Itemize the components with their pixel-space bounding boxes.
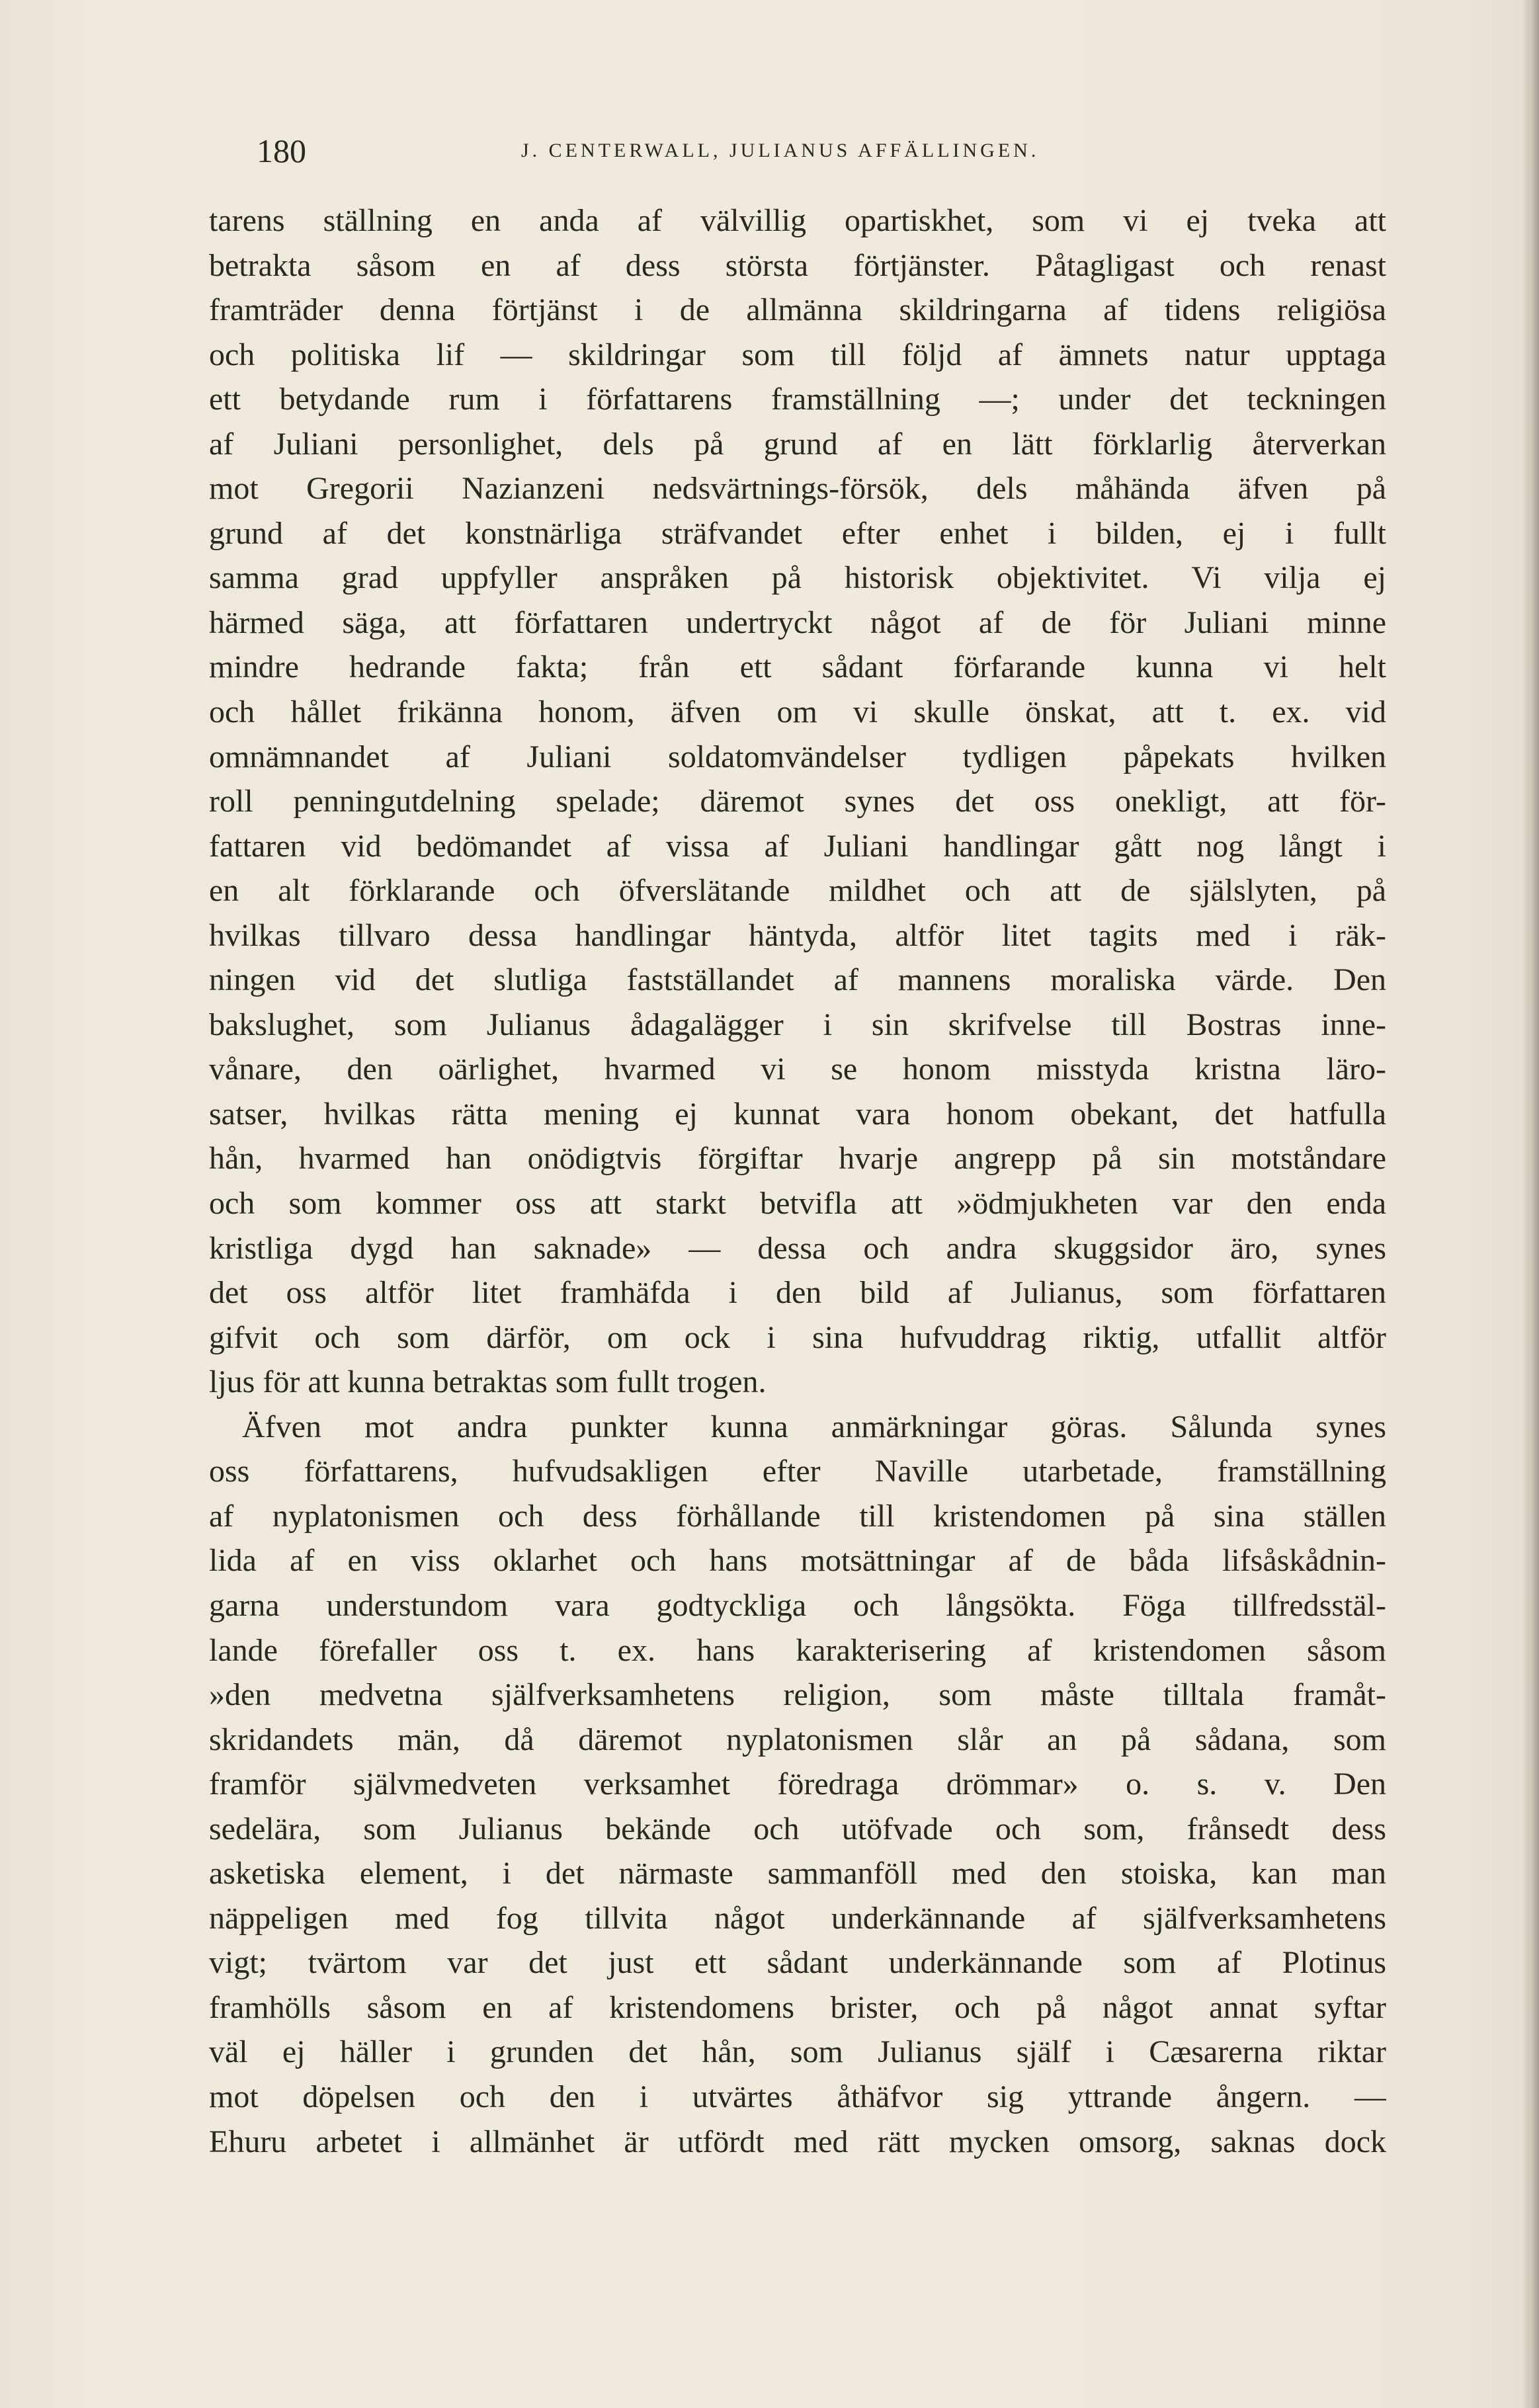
text-line: lida af en viss oklarhet och hans motsättningar af de båda lifsåskådnin-: [209, 1543, 1386, 1579]
text-line: omnämnandet af Juliani soldatomvändelser tydligen påpekats hvilken: [209, 739, 1386, 774]
text-line: framför självmedveten verksamhet föredraga drömmar» o. s. v. Den: [209, 1766, 1386, 1802]
text-line: härmed säga, att författaren undertryckt något af de för Juliani minne: [209, 604, 1386, 640]
body-text: [209, 198, 1386, 2164]
text-line: mot Gregorii Nazianzeni nedsvärtnings-försök, dels måhända äfven på: [209, 471, 1386, 507]
text-line: sedelära, som Julianus bekände och utöfvade och som, frånsedt dess: [209, 1811, 1386, 1847]
text-line: vånare, den oärlighet, hvarmed vi se honom misstyda kristna läro-: [209, 1052, 1386, 1087]
text-line: Ehuru arbetet i allmänhet är utfördt med rätt mycken omsorg, saknas dock: [209, 2124, 1386, 2159]
text-line: mindre hedrande fakta; från ett sådant förfarande kunna vi helt: [209, 649, 1386, 685]
text-line: hvilkas tillvaro dessa handlingar häntyda, altför litet tagits med i räk-: [209, 917, 1386, 953]
text-line: grund af det konstnärliga sträfvandet efter enhet i bilden, ej i fullt: [209, 515, 1386, 551]
text-line: näppeligen med fog tillvita något underkännande af själfverksamhetens: [209, 1900, 1386, 1936]
page-header: [257, 124, 1391, 177]
text-line: af Juliani personlighet, dels på grund af en lätt förklarlig återverkan: [209, 426, 1386, 462]
text-line: samma grad uppfyller anspråken på historisk objektivitet. Vi vilja ej: [209, 560, 1386, 596]
text-line: tarens ställning en anda af välvillig opartiskhet, som vi ej tveka att: [209, 203, 1386, 238]
text-line: »den medvetna själfverksamhetens religion, som måste tilltala framåt-: [209, 1677, 1386, 1713]
text-line: bakslughet, som Julianus ådagalägger i sin skrifvelse till Bostras inne-: [209, 1007, 1386, 1042]
text-line: kristliga dygd han saknade» — dessa och andra skuggsidor äro, synes: [209, 1230, 1386, 1266]
text-line: af nyplatonismen och dess förhållande till kristendomen på sina ställen: [209, 1498, 1386, 1534]
running-head: J. CENTERWALL, JULIANUS AFFÄLLINGEN.: [521, 140, 1040, 161]
text-line: skridandets män, då däremot nyplatonismen slår an på sådana, som: [209, 1722, 1386, 1757]
text-line: satser, hvilkas rätta mening ej kunnat vara honom obekant, det hatfulla: [209, 1096, 1386, 1132]
text-line: och som kommer oss att starkt betvifla att »ödmjukheten var den enda: [209, 1186, 1386, 1222]
text-line: oss författarens, hufvudsakligen efter Naville utarbetade, framställning: [209, 1454, 1386, 1489]
text-line: mot döpelsen och den i utvärtes åthäfvor sig yttrande ångern. —: [209, 2079, 1386, 2114]
text-line: det oss altför litet framhäfda i den bild af Julianus, som författaren: [209, 1275, 1386, 1311]
text-line: och hållet frikänna honom, äfven om vi skulle önskat, att t. ex. vid: [209, 694, 1386, 730]
text-line: roll penningutdelning spelade; däremot synes det oss onekligt, att för-: [209, 784, 1386, 819]
text-line: fattaren vid bedömandet af vissa af Juliani handlingar gått nog långt i: [209, 828, 1386, 864]
paragraph-start-line: Äfven mot andra punkter kunna anmärkningar göras. Sålunda synes: [242, 1409, 1386, 1444]
text-line: garna understundom vara godtyckliga och långsökta. Föga tillfredsstäl-: [209, 1587, 1386, 1623]
text-line: asketiska element, i det närmaste sammanföll med den stoiska, kan man: [209, 1856, 1386, 1891]
text-line: och politiska lif — skildringar som till följd af ämnets natur upptaga: [209, 337, 1386, 372]
text-line: en alt förklarande och öfverslätande mildhet och att de själslyten, på: [209, 873, 1386, 909]
text-line: lande förefaller oss t. ex. hans karakterisering af kristendomen såsom: [209, 1632, 1386, 1668]
text-line: gifvit och som därför, om ock i sina hufvuddrag riktig, utfallit altför: [209, 1319, 1386, 1355]
paragraph-end-line: ljus för att kunna betraktas som fullt trogen.: [209, 1364, 767, 1400]
text-line: betrakta såsom en af dess största förtjänster. Påtagligast och renast: [209, 247, 1386, 283]
text-line: ett betydande rum i författarens framställning —; under det teckningen: [209, 382, 1386, 417]
text-line: framträder denna förtjänst i de allmänna skildringarna af tidens religiösa: [209, 292, 1386, 328]
page-edge-shadow: [1522, 0, 1539, 2408]
text-line: hån, hvarmed han onödigtvis förgiftar hvarje angrepp på sin motståndare: [209, 1141, 1386, 1177]
text-line: ningen vid det slutliga fastställandet af mannens moraliska värde. Den: [209, 962, 1386, 998]
text-line: vigt; tvärtom var det just ett sådant underkännande som af Plotinus: [209, 1945, 1386, 1981]
text-line: framhölls såsom en af kristendomens brister, och på något annat syftar: [209, 1989, 1386, 2025]
page-number: 180: [257, 132, 306, 169]
text-line: väl ej häller i grunden det hån, som Julianus själf i Cæsarerna riktar: [209, 2034, 1386, 2070]
